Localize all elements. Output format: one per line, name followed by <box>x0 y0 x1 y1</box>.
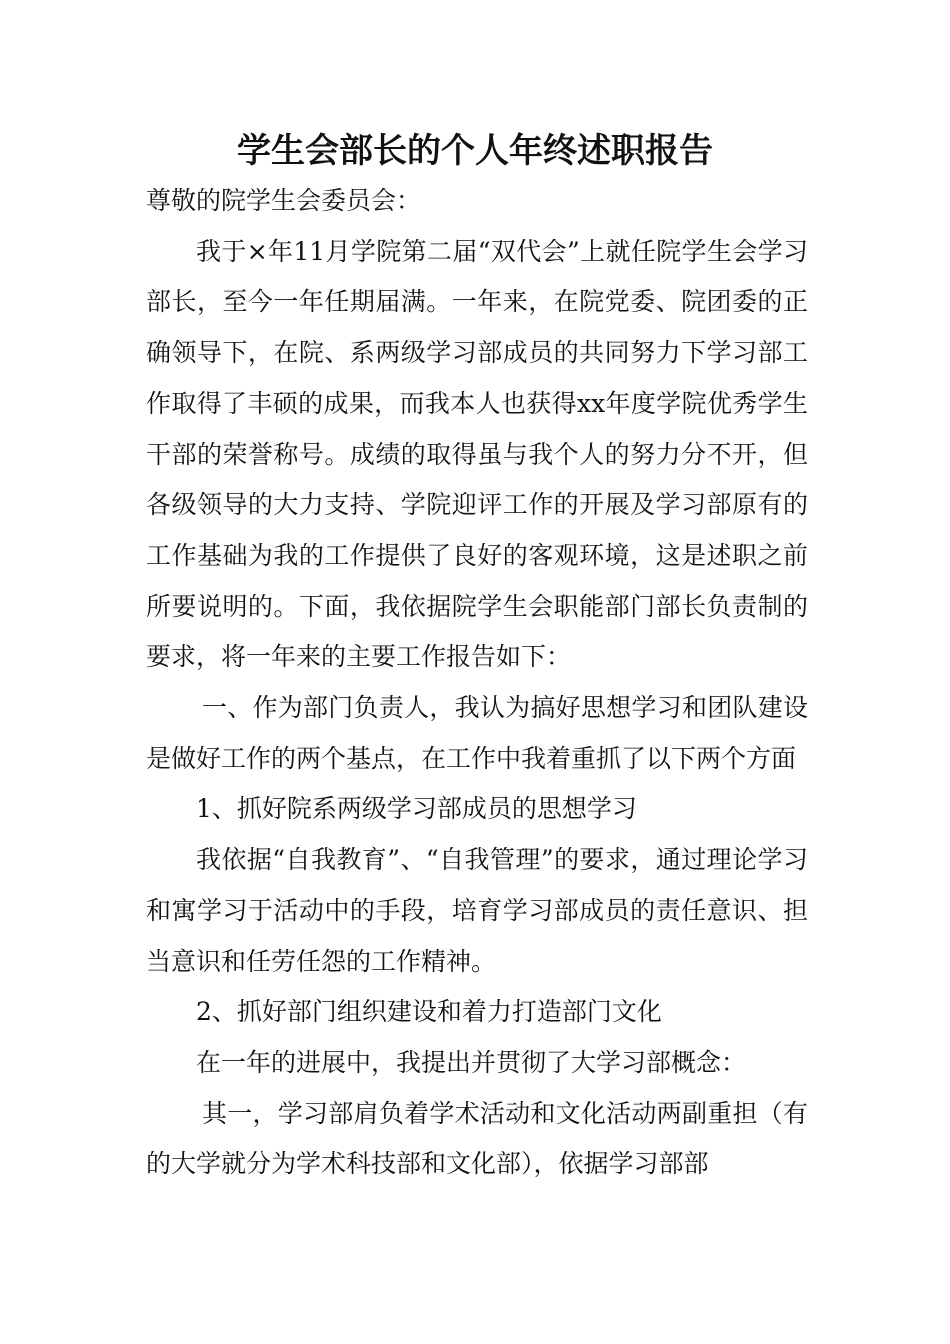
paragraph-item-two-body: 在一年的进展中，我提出并贯彻了大学习部概念： <box>196 1047 747 1077</box>
paragraph-item-one-heading: 1、抓好院系两级学习部成员的思想学习 <box>196 794 637 824</box>
document-title: 学生会部长的个人年终述职报告 <box>237 131 713 171</box>
salutation: 尊敬的院学生会委员会： <box>146 186 422 215</box>
document-body <box>146 176 808 1190</box>
paragraph-section-one: 一、作为部门负责人，我认为搞好思想学习和团队建设是做好工作的两个基点，在工作中我着重抓了以下两个方面 <box>146 693 808 773</box>
paragraph-item-one-body: 我依据“自我教育”、“自我管理”的要求，通过理论学习和寓学习于活动中的手段，培育学习部成员的责任意识、担当意识和任劳任怨的工作精神。 <box>146 845 808 976</box>
paragraph-item-two-heading: 2、抓好部门组织建设和着力打造部门文化 <box>196 997 662 1027</box>
paragraph-intro: 我于×年11月学院第二届“双代会”上就任院学生会学习部长，至今一年任期届满。一年来，在院党委、院团委的正确领导下，在院、系两级学习部成员的共同努力下学习部工作取得了丰硕的成果，而我本人也获得xx年度学院优秀学生干部的荣誉称号。成绩的取得虽与我个人的努力分不开，但各级领导的大力支持、学院迎评工作的开展及学习部原有的工作基础为我的工作提供了良好的客观环境，这是述职之前所要说明的。下面，我依据院学生会职能部门部长负责制的要求，将一年来的主要工作报告如下： <box>146 236 808 672</box>
paragraph-point-one: 其一，学习部肩负着学术活动和文化活动两副重担（有的大学就分为学术科技部和文化部），依据学习部部 <box>146 1098 808 1179</box>
